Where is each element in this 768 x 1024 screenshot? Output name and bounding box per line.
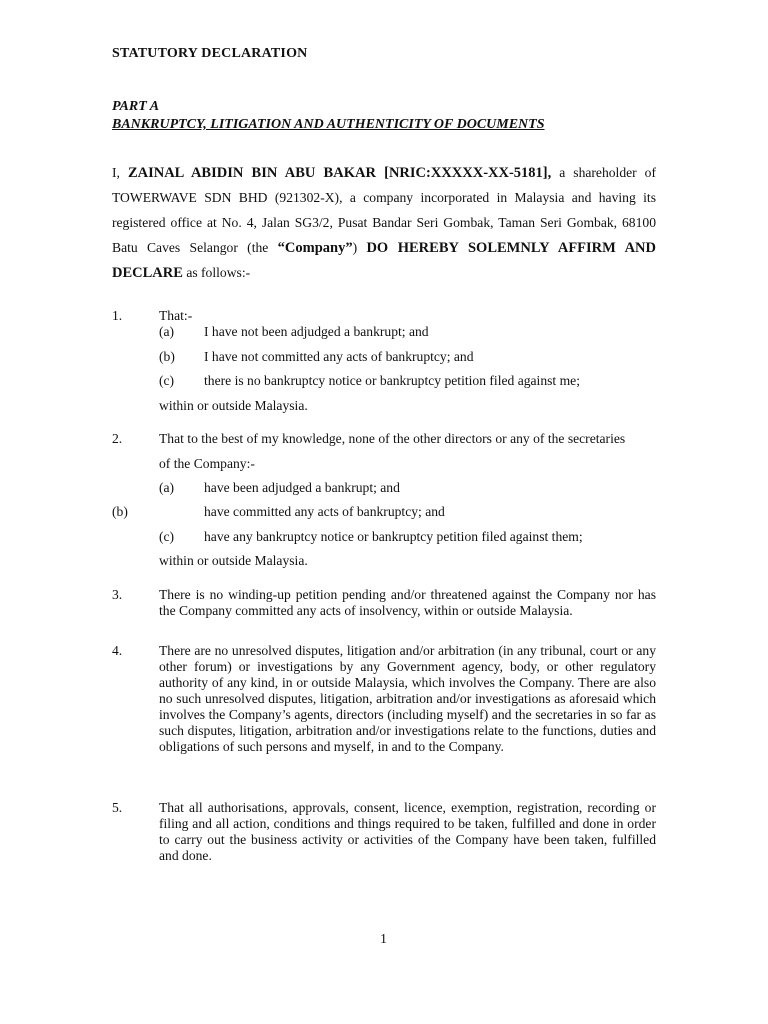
clause-4-number: 4.: [112, 643, 123, 658]
clause-1b-label: (b): [159, 349, 175, 364]
clause-4-text: There are no unresolved disputes, litigation and/or arbitration (in any tribunal, court or any other forum) or investigations by any Government agency, body, or other regulatory authority of any kind, in or outside Malaysia, which involves the Company. There are also no such unresolved disputes, litigation, arbitration and/or investigations as aforesaid which involves the Company’s agents, directors (including myself) and the secretaries in so far as such disputes, litigation, arbitration and/or investigations relate to the functions, duties and obligations of such persons and myself, in and to the Company.: [159, 643, 656, 754]
affirm-text: DO HEREBY SOLEMNLY AFFIRM AND: [366, 240, 656, 256]
clause-1-tail: within or outside Malaysia.: [159, 398, 308, 413]
clause-1c-label: (c): [159, 373, 175, 388]
intro-line-1: I, ZAINAL ABIDIN BIN ABU BAKAR [NRIC:XXXXX-XX-5181], a shareholder of: [112, 165, 657, 181]
part-heading: BANKRUPTCY, LITIGATION AND AUTHENTICITY OF DOCUMENTS: [112, 117, 545, 132]
intro-line-2: TOWERWAVE SDN BHD (921302-X), a company incorporated in Malaysia and having its: [112, 190, 656, 205]
part-label: PART A: [112, 99, 160, 114]
clause-2-number: 2.: [112, 431, 123, 446]
clause-1c-text: there is no bankruptcy notice or bankruptcy petition filed against me;: [204, 373, 580, 388]
declarant-name: ZAINAL ABIDIN BIN ABU BAKAR [NRIC:XXXXX-XX-5181],: [127, 165, 552, 181]
clause-2-tail: within or outside Malaysia.: [159, 553, 308, 568]
clause-2c-text: have any bankruptcy notice or bankruptcy petition filed against them;: [204, 529, 583, 544]
clause-1-number: 1.: [112, 308, 123, 323]
clause-1a-label: (a): [159, 324, 175, 339]
page-number: 1: [380, 932, 387, 947]
clause-2b-text: have committed any acts of bankruptcy; and: [204, 504, 445, 519]
clause-2-lead-2: of the Company:-: [159, 456, 255, 471]
clause-1b-text: I have not committed any acts of bankruptcy; and: [204, 349, 474, 364]
intro-line-5: DECLARE as follows:-: [112, 265, 251, 281]
intro-line-3: registered office at No. 4, Jalan SG3/2, Pusat Bandar Seri Gombak, Taman Seri Gombak, 68100: [112, 215, 656, 230]
clause-3-text: There is no winding-up petition pending and/or threatened against the Company nor has the Company committed any acts of insolvency, within or outside Malaysia.: [159, 587, 656, 618]
document-title: STATUTORY DECLARATION: [112, 46, 308, 61]
clause-5-number: 5.: [112, 800, 123, 815]
intro-line-4: Batu Caves Selangor (the “Company”) DO HEREBY SOLEMNLY AFFIRM AND: [112, 240, 656, 256]
clause-5-text: That all authorisations, approvals, consent, licence, exemption, registration, recording or filing and all action, conditions and things required to be taken, fulfilled and done in order to carry out the business activity or activities of the Company have been taken, fulfilled and done.: [159, 800, 656, 863]
clause-1a-text: I have not been adjudged a bankrupt; and: [204, 324, 429, 339]
company-term: “Company”: [277, 240, 353, 256]
clause-2a-text: have been adjudged a bankrupt; and: [204, 480, 400, 495]
clause-2b-label: (b): [112, 504, 128, 519]
clause-3-number: 3.: [112, 587, 123, 602]
clause-1-lead: That:-: [159, 308, 193, 323]
clause-2c-label: (c): [159, 529, 175, 544]
clause-2a-label: (a): [159, 480, 175, 495]
clause-2-lead-1: That to the best of my knowledge, none of the other directors or any of the secretaries: [159, 431, 626, 446]
